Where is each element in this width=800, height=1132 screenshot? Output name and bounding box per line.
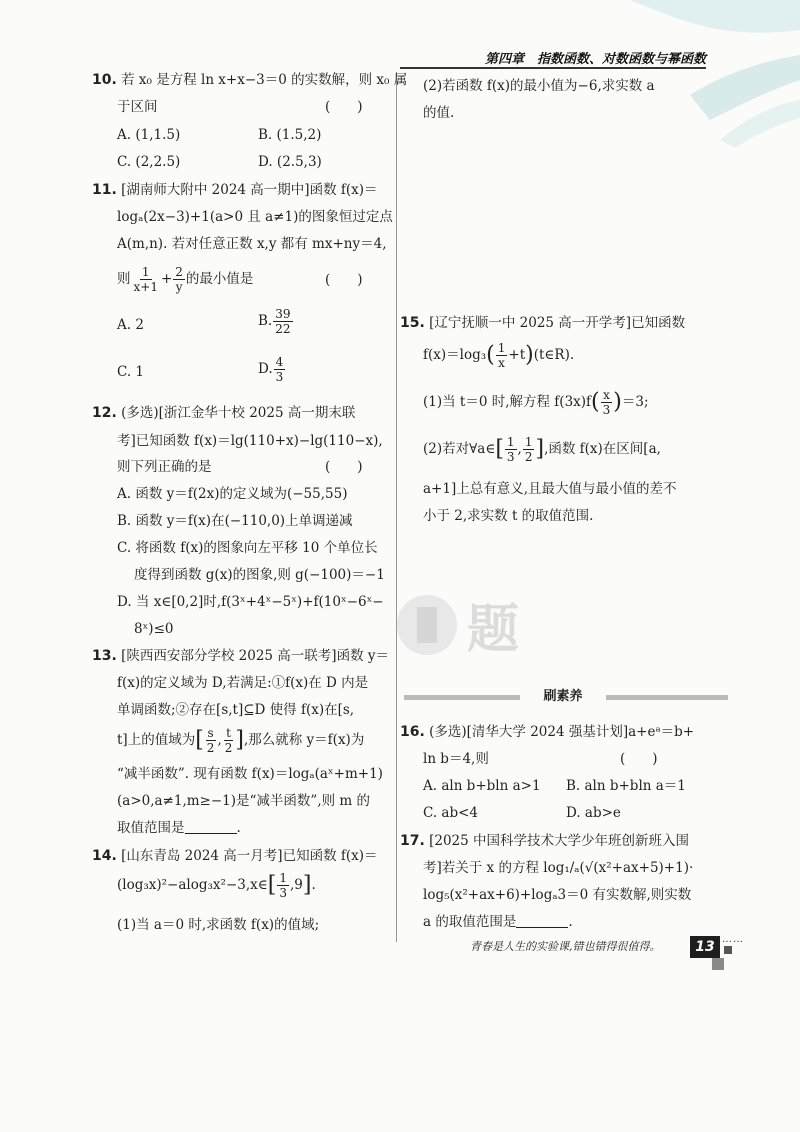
q13-line-4: t]上的值域为[ $\frac{s}{2}$ , $\frac{t}{2}$ ],那么就称 y＝f(x)为 [117, 726, 365, 755]
q15-line-4: (2)若对∀a∈[ $\frac{1}{3}$ , $\frac{1}{2}$ ],函数 f(x)在区间[a, [423, 435, 661, 464]
q10-option-b: B. (1.5,2) [258, 127, 322, 143]
section-heading-label: 刷素养 [520, 687, 606, 707]
section-heading-bar [404, 690, 728, 704]
q16-answer-paren: ( ) [620, 751, 658, 767]
q13-line-6: (a>0,a≠1,m≥−1)是“减半函数”,则 m 的 [117, 793, 371, 809]
q12-option-d-line-1: D. 当 x∈[0,2]时,f(3ˣ+4ˣ−5ˣ)+f(10ˣ−6ˣ− [117, 594, 384, 610]
q12-option-c-line-1: C. 将函数 f(x)的图象向左平移 10 个单位长 [117, 540, 378, 556]
q10-line-2: 于区间 [117, 99, 158, 115]
q17-answer-blank[interactable] [516, 913, 568, 928]
q14-line-2: (log₃x)²−alog₃x²−3,x∈[ $\frac{1}{3}$ ,9]. [117, 871, 316, 900]
q16-line-1: 16. (多选)[清华大学 2024 强基计划]a+eᵃ＝b+ [400, 724, 695, 740]
column-divider [396, 72, 397, 942]
q12-number: 12. [92, 405, 117, 421]
chapter-header: 第四章 指数函数、对数函数与幂函数 [484, 52, 706, 67]
q17-line-3: log₅(x²+ax+6)+logₐ3＝0 有实数解,则实数 [423, 887, 692, 903]
q12-line-3: 则下列正确的是 [117, 459, 212, 475]
q14-line-1: 14. [山东青岛 2024 高一月考]已知函数 f(x)＝ [92, 848, 378, 864]
q10-number: 10. [92, 72, 117, 88]
q12-line-1: 12. (多选)[浙江金华十校 2025 高一期末联 [92, 405, 356, 421]
q14-part2-line-1: (2)若函数 f(x)的最小值为−6,求实数 a [423, 78, 655, 94]
q10-option-a: A. (1,1.5) [117, 127, 181, 143]
q16-option-d: D. ab>e [566, 805, 621, 821]
q13-line-2: f(x)的定义域为 D,若满足:①f(x)在 D 内是 [117, 675, 369, 691]
q16-option-b: B. aln b+bln a＝1 [566, 778, 686, 794]
q11-number: 11. [92, 182, 117, 198]
q17-line-4: a 的取值范围是 . [423, 914, 573, 930]
q11-fraction-2: $\frac{2}{y}$ [175, 265, 183, 294]
q13-answer-blank[interactable] [185, 819, 237, 834]
q17-number: 17. [400, 833, 425, 849]
q15-line-5: a+1]上总有意义,且最大值与最小值的差不 [423, 481, 677, 497]
q13-line-5: “减半函数”. 现有函数 f(x)＝logₐ(aˣ+m+1) [117, 766, 383, 782]
q14-part2-line-2: 的值. [423, 105, 455, 121]
q13-line-1: 13. [陕西西安部分学校 2025 高一联考]函数 y＝ [92, 648, 389, 664]
q15-line-2: f(x)＝log₃( $\frac{1}{x}$ +t)(t∈R). [423, 341, 575, 370]
svg-text:题: 题 [467, 600, 520, 660]
q12-option-d-line-2: 8ˣ)≤0 [134, 621, 174, 637]
q10-option-c: C. (2,2.5) [117, 154, 181, 170]
page-number-dots: …… [722, 934, 744, 945]
q15-line-6: 小于 2,求实数 t 的取值范围. [423, 508, 594, 524]
footer-motto: 青春是人生的实验课,错也错得很值得。 [470, 940, 661, 953]
q10-option-d: D. (2.5,3) [258, 154, 322, 170]
q11-answer-paren: ( ) [325, 272, 363, 288]
q13-number: 13. [92, 648, 117, 664]
q16-number: 16. [400, 724, 425, 740]
page-number-square-decoration [712, 958, 724, 970]
q12-option-b: B. 函数 y＝f(x)在(−110,0)上单调递减 [117, 513, 353, 529]
q13-line-3: 单调函数;②存在[s,t]⊆D 使得 f(x)在[s, [117, 702, 355, 718]
q11-option-b: B. $\frac{39}{22}$ [258, 307, 291, 336]
q12-line-2: 考]已知函数 f(x)＝lg(110+x)−lg(110−x), [117, 433, 383, 449]
q13-line-7: 取值范围是 . [117, 820, 241, 836]
q15-number: 15. [400, 315, 425, 331]
q11-line-2: logₐ(2x−3)+1(a>0 且 a≠1)的图象恒过定点 [117, 209, 393, 225]
q11-option-d: D. $\frac{4}{3}$ [258, 355, 284, 384]
q16-option-a: A. aln b+bln a>1 [423, 778, 541, 794]
q16-line-2: ln b＝4,则 [423, 751, 489, 767]
q12-option-c-line-2: 度得到函数 g(x)的图象,则 g(−100)＝−1 [134, 567, 385, 583]
q12-answer-paren: ( ) [325, 459, 363, 475]
q12-option-a: A. 函数 y＝f(2x)的定义域为(−55,55) [117, 486, 348, 502]
q15-line-3: (1)当 t＝0 时,解方程 f(3x)f( $\frac{x}{3}$ )＝3; [423, 388, 649, 417]
q14-number: 14. [92, 848, 117, 864]
q10-line-1: 10. 若 x₀ 是方程 ln x+x−3＝0 的实数解，则 x₀ 属 [92, 72, 408, 88]
q11-fraction-1: $\frac{1}{x+1}$ [133, 265, 158, 294]
q11-option-a: A. 2 [117, 317, 144, 333]
q16-option-c: C. ab<4 [423, 805, 479, 821]
page-number: 13 [690, 936, 720, 958]
q10-answer-paren: ( ) [325, 99, 363, 115]
q11-line-4: 则 $\frac{1}{x+1}$ + $\frac{2}{y}$ 的最小值是 [117, 265, 254, 294]
q11-line-1: 11. [湖南师大附中 2024 高一期中]函数 f(x)＝ [92, 182, 378, 198]
header-rule [400, 67, 706, 69]
ti-watermark-decoration [395, 585, 535, 665]
q17-line-1: 17. [2025 中国科学技术大学少年班创新班入围 [400, 833, 690, 849]
page-number-square-decoration-2 [724, 946, 732, 954]
brush-watermark-decoration [570, 0, 800, 150]
q17-line-2: 考]若关于 x 的方程 log₁/ₐ(√(x²+ax+5)+1)· [423, 860, 694, 876]
q11-option-c: C. 1 [117, 364, 145, 380]
q14-line-3: (1)当 a＝0 时,求函数 f(x)的值域; [117, 917, 320, 933]
q15-line-1: 15. [辽宁抚顺一中 2025 高一开学考]已知函数 [400, 315, 686, 331]
q11-line-3: A(m,n). 若对任意正数 x,y 都有 mx+ny＝4, [117, 236, 387, 252]
